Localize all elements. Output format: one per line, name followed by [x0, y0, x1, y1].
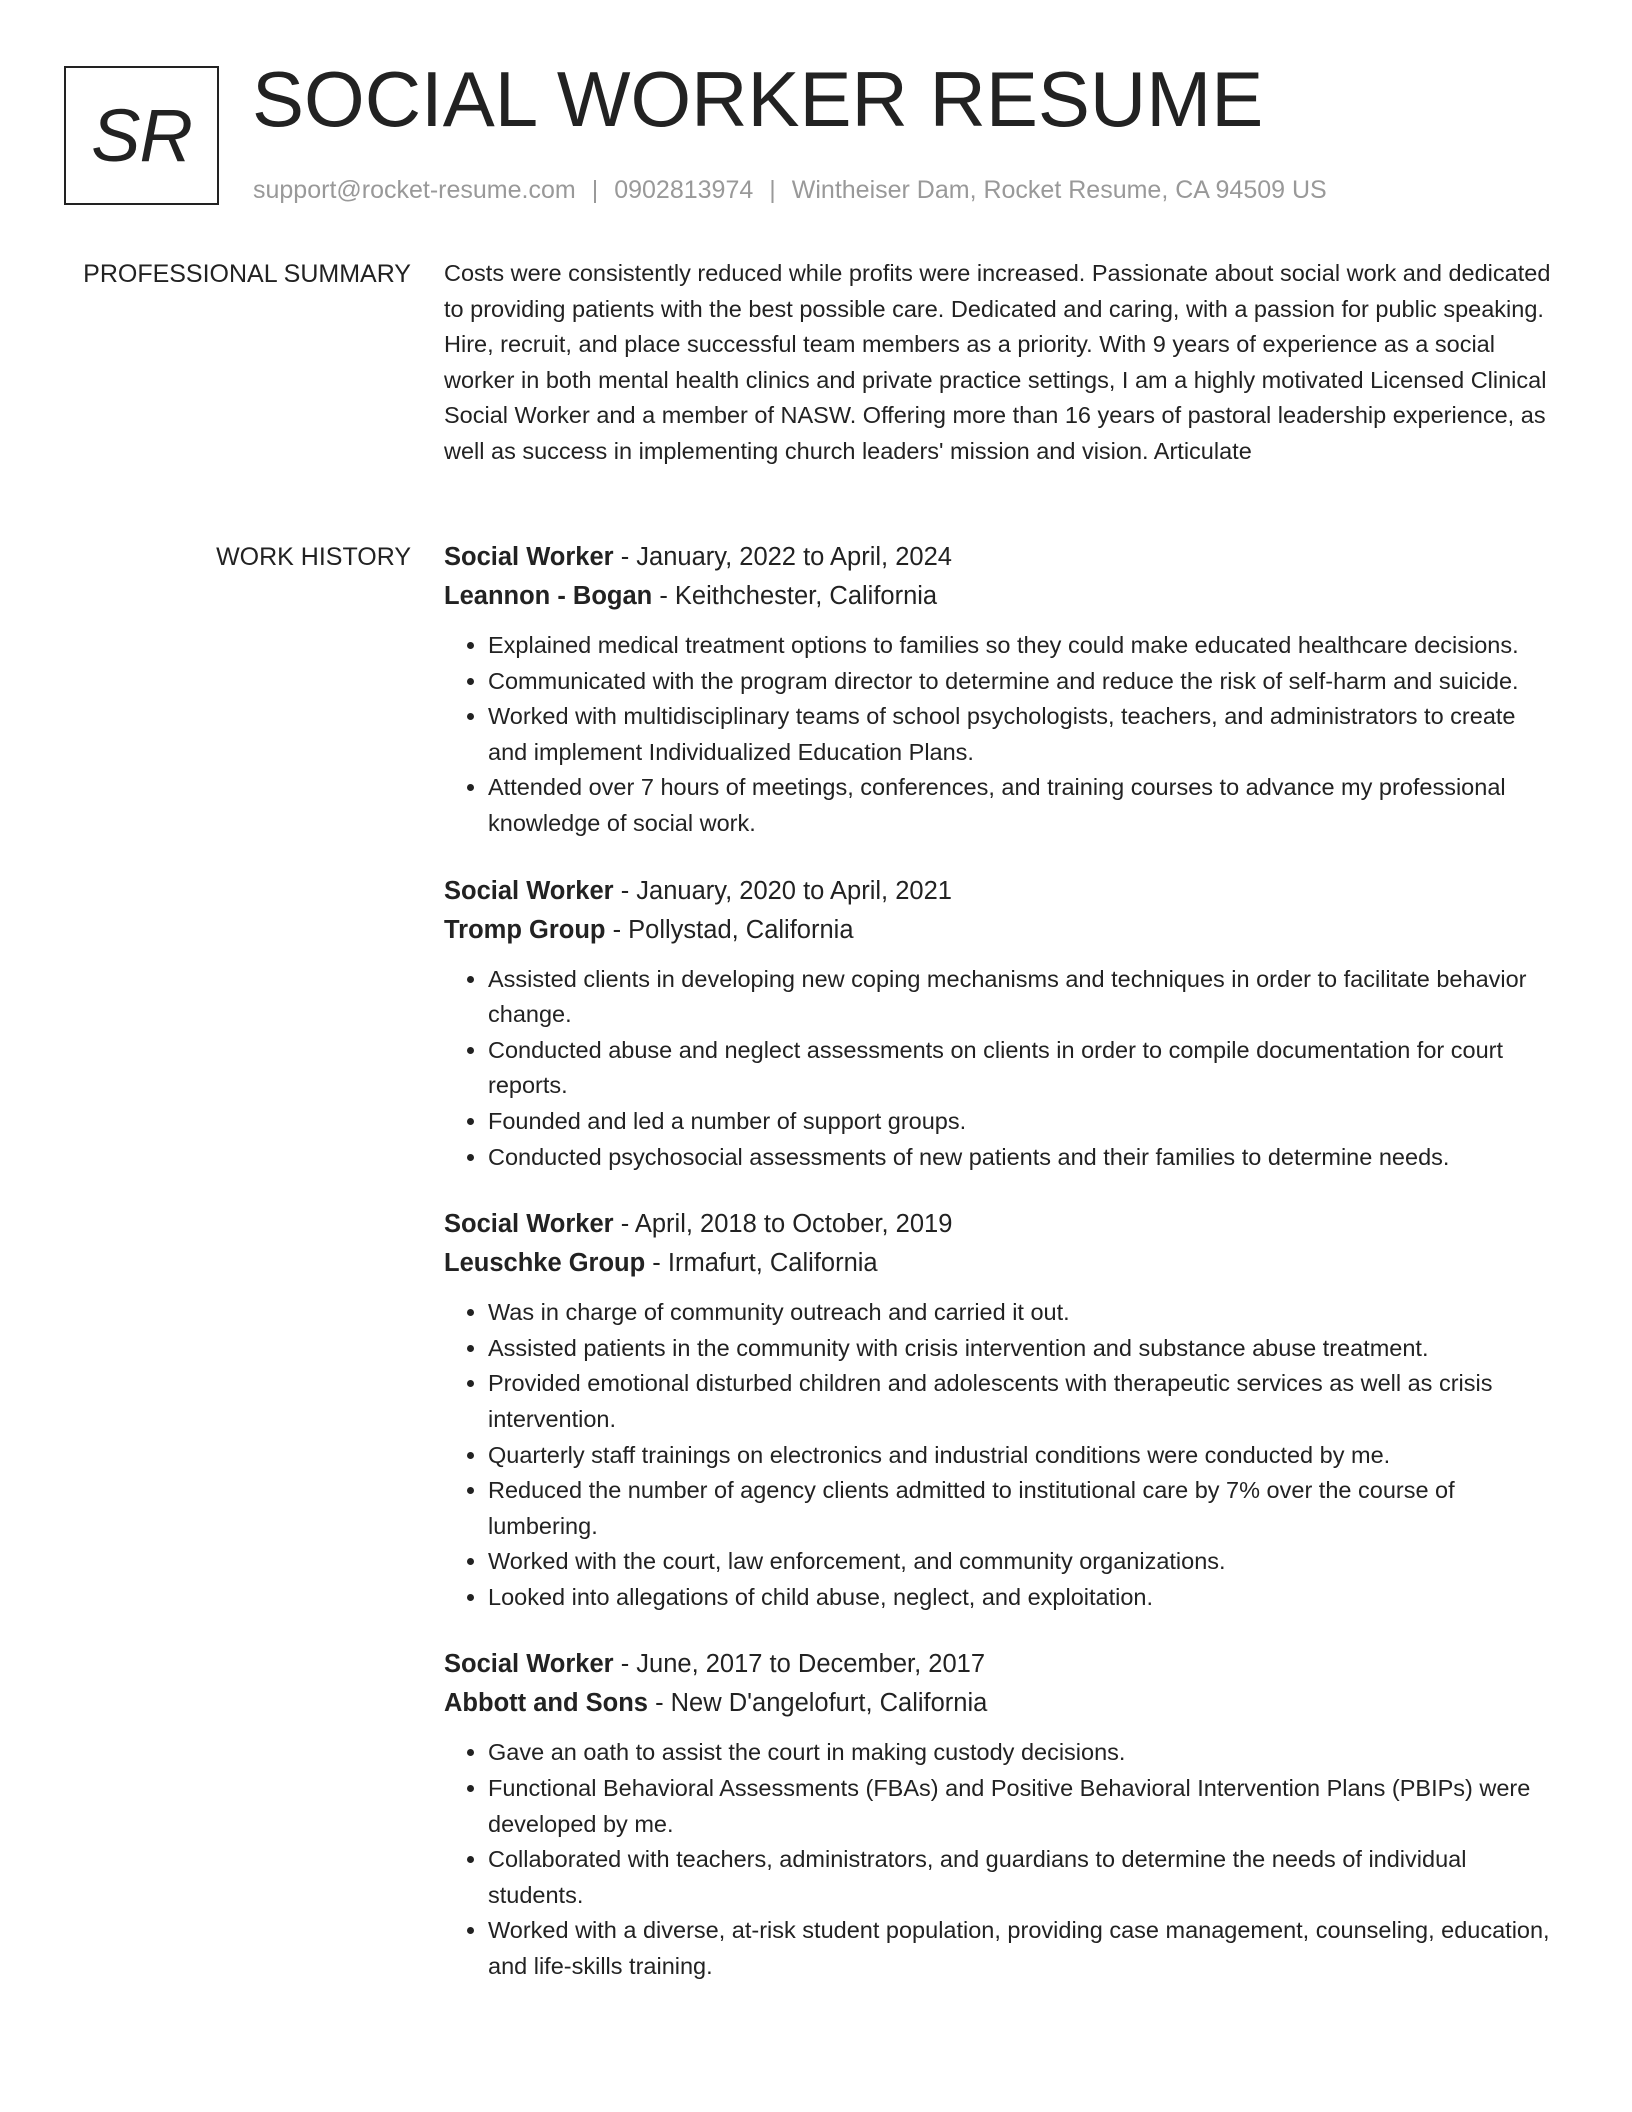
contact-line: [253, 175, 1327, 205]
job-bullet: • Functional Behavioral Assessments (FBAs) and Positive Behavioral Intervention Plans (PBIPs) were developed by me.: [488, 1771, 1556, 1842]
contact-email[interactable]: support@rocket-resume.com: [253, 176, 576, 204]
contact-separator: |: [591, 176, 599, 204]
summary-text: Costs were consistently reduced while profits were increased. Passionate about social work and dedicated to providing patients with the best possible care. Dedicated and caring, with a passion for public speaking. Hire, recruit, and place successful team members as a priority. With 9 years of experience as a social worker in both mental health clinics and private practice settings, I am a highly motivated Licensed Clinical Social Worker and a member of NASW. Offering more than 16 years of pastoral leadership experience, as well as success in implementing church leaders' mission and vision. Articulate: [444, 260, 1551, 464]
job-bullet: • Conducted psychosocial assessments of new patients and their families to determine needs.: [488, 1140, 1556, 1176]
job-dates: - January, 2022 to April, 2024: [613, 543, 952, 571]
job-bullets: [444, 1295, 1556, 1615]
contact-address: Wintheiser Dam, Rocket Resume, CA 94509 US: [791, 176, 1327, 204]
job-title-line: [444, 1645, 1556, 1684]
job-bullets: [444, 1735, 1556, 1984]
job-company: Leannon - Bogan: [444, 582, 653, 610]
job-bullet: • Worked with a diverse, at-risk student population, providing case management, counseling, education, and life-skills training.: [488, 1913, 1556, 1984]
job-bullets: [444, 628, 1556, 842]
job-company: Tromp Group: [444, 915, 606, 944]
job-title: Social Worker: [444, 1210, 614, 1239]
monogram-initials: SR: [91, 94, 192, 177]
job-dates: - April, 2018 to October, 2019: [613, 1210, 953, 1239]
job-company: Abbott and Sons: [444, 1689, 648, 1718]
job-company: Leuschke Group: [444, 1249, 646, 1278]
job-title: Social Worker: [444, 876, 614, 905]
job-bullet: • Assisted patients in the community with crisis intervention and substance abuse treatment.: [488, 1331, 1556, 1367]
job-entry: [444, 1645, 1556, 1984]
job-bullet: • Worked with the court, law enforcement, and community organizations.: [488, 1544, 1556, 1580]
summary-heading: PROFESSIONAL SUMMARY: [83, 260, 411, 288]
job-title-line: [444, 872, 1556, 911]
job-entry: [444, 538, 1556, 842]
job-entry: [444, 872, 1556, 1176]
job-location: - Pollystad, California: [605, 915, 854, 944]
job-location: - Keithchester, California: [652, 582, 938, 610]
job-bullet: • Assisted clients in developing new coping mechanisms and techniques in order to facilitate behavior change.: [488, 962, 1556, 1033]
job-company-line: [444, 1244, 1556, 1283]
job-company-line: [444, 1684, 1556, 1723]
job-bullet: • Quarterly staff trainings on electronics and industrial conditions were conducted by me.: [488, 1438, 1556, 1474]
job-title-line: [444, 1205, 1556, 1244]
job-dates: - June, 2017 to December, 2017: [613, 1650, 986, 1679]
job-location: - Irmafurt, California: [645, 1249, 878, 1278]
monogram-box: [64, 66, 219, 205]
work-history-heading: WORK HISTORY: [216, 543, 411, 571]
job-entry: [444, 1205, 1556, 1615]
job-bullet: • Conducted abuse and neglect assessments on clients in order to compile documentation for court reports.: [488, 1033, 1556, 1104]
job-bullet: • Attended over 7 hours of meetings, conferences, and training courses to advance my professional knowledge of social work.: [488, 770, 1556, 841]
job-location: - New D'angelofurt, California: [647, 1689, 988, 1718]
job-bullets: [444, 962, 1556, 1176]
job-bullet: • Looked into allegations of child abuse, neglect, and exploitation.: [488, 1580, 1556, 1616]
job-title-line: [444, 538, 1556, 577]
job-title: Social Worker: [444, 1650, 614, 1679]
job-bullet: • Reduced the number of agency clients admitted to institutional care by 7% over the course of lumbering.: [488, 1473, 1556, 1544]
job-company-line: [444, 577, 1556, 616]
job-bullet: • Communicated with the program director to determine and reduce the risk of self-harm and suicide.: [488, 664, 1556, 700]
job-bullet: • Collaborated with teachers, administrators, and guardians to determine the needs of individual students.: [488, 1842, 1556, 1913]
job-bullet: • Provided emotional disturbed children and adolescents with therapeutic services as well as crisis intervention.: [488, 1366, 1556, 1437]
summary-section: [444, 256, 1556, 470]
resume-title: SOCIAL WORKER RESUME: [252, 55, 1264, 143]
job-bullet: • Explained medical treatment options to families so they could make educated healthcare decisions.: [488, 628, 1556, 664]
contact-phone[interactable]: 0902813974: [614, 176, 754, 204]
job-bullet: • Founded and led a number of support groups.: [488, 1104, 1556, 1140]
job-title: Social Worker: [444, 543, 614, 571]
job-bullet: • Gave an oath to assist the court in making custody decisions.: [488, 1735, 1556, 1771]
job-company-line: [444, 911, 1556, 950]
work-history-section: [444, 538, 1556, 2015]
contact-separator: |: [769, 176, 776, 204]
job-dates: - January, 2020 to April, 2021: [613, 876, 952, 905]
job-bullet: • Worked with multidisciplinary teams of school psychologists, teachers, and administrators to create and implement Individualized Education Plans.: [488, 699, 1556, 770]
job-bullet: • Was in charge of community outreach and carried it out.: [488, 1295, 1556, 1331]
